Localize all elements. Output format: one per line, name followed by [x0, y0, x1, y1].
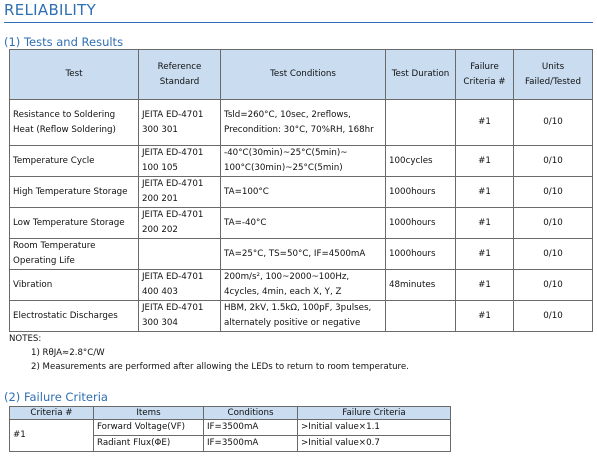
cell-duration: 1000hours [386, 177, 456, 208]
cell-standard [139, 239, 221, 270]
header-test: Test [10, 50, 139, 100]
cell-units: 0/10 [514, 301, 593, 332]
table-header-row [10, 50, 593, 100]
cell-failure: >Initial value×1.1 [298, 420, 451, 436]
header-failure-criteria: Failure Criteria [298, 407, 451, 420]
cell-condition: IF=3500mA [204, 436, 298, 452]
header-conditions: Conditions [204, 407, 298, 420]
cell-criteria: #1 [456, 177, 514, 208]
header-test-duration: Test Duration [386, 50, 456, 100]
tests-results-table [9, 49, 593, 332]
cell-test: Electrostatic Discharges [10, 301, 139, 332]
note-item: 1) RθJA≈2.8°C/W [31, 348, 105, 358]
cell-units: 0/10 [514, 146, 593, 177]
cell-failure: >Initial value×0.7 [298, 436, 451, 452]
page-title: RELIABILITY [4, 1, 97, 19]
cell-standard: JEITA ED-4701 400 403 [139, 270, 221, 301]
cell-standard: JEITA ED-4701 200 201 [139, 177, 221, 208]
table-row [10, 100, 593, 146]
cell-criteria: #1 [456, 100, 514, 146]
cell-criteria: #1 [456, 270, 514, 301]
cell-item: Radiant Flux(ΦE) [94, 436, 204, 452]
section-title-failure-criteria: (2) Failure Criteria [4, 390, 108, 404]
table-row [10, 146, 593, 177]
cell-criteria: #1 [456, 146, 514, 177]
header-reference-standard: Reference Standard [139, 50, 221, 100]
notes-label: NOTES: [9, 334, 42, 344]
cell-test: Vibration [10, 270, 139, 301]
cell-conditions: HBM, 2kV, 1.5kΩ, 100pF, 3pulses, alternately positive or negative [221, 301, 386, 332]
cell-units: 0/10 [514, 100, 593, 146]
header-failure-criteria: Failure Criteria # [456, 50, 514, 100]
table-row [10, 239, 593, 270]
cell-duration: 48minutes [386, 270, 456, 301]
cell-duration: 1000hours [386, 208, 456, 239]
header-criteria-number: Criteria # [10, 407, 94, 420]
cell-conditions: Tsld=260°C, 10sec, 2reflows, Precondition: 30°C, 70%RH, 168hr [221, 100, 386, 146]
notes-block [9, 332, 409, 374]
cell-standard: JEITA ED-4701 100 105 [139, 146, 221, 177]
header-units-failed: Units Failed/Tested [514, 50, 593, 100]
cell-criteria: #1 [456, 239, 514, 270]
table-header-row [10, 407, 451, 420]
cell-standard: JEITA ED-4701 300 301 [139, 100, 221, 146]
cell-criteria: #1 [456, 301, 514, 332]
cell-units: 0/10 [514, 239, 593, 270]
cell-condition: IF=3500mA [204, 420, 298, 436]
title-underline [4, 22, 593, 23]
failure-criteria-table [9, 406, 451, 452]
section-title-tests: (1) Tests and Results [4, 35, 124, 49]
cell-units: 0/10 [514, 270, 593, 301]
cell-criteria-id: #1 [10, 420, 94, 452]
note-item: 2) Measurements are performed after allowing the LEDs to return to room temperature. [31, 362, 409, 372]
table-row [10, 177, 593, 208]
cell-units: 0/10 [514, 177, 593, 208]
cell-item: Forward Voltage(VF) [94, 420, 204, 436]
cell-test: Low Temperature Storage [10, 208, 139, 239]
cell-standard: JEITA ED-4701 200 202 [139, 208, 221, 239]
cell-standard: JEITA ED-4701 300 304 [139, 301, 221, 332]
table-row [10, 270, 593, 301]
cell-conditions: TA=-40°C [221, 208, 386, 239]
header-items: Items [94, 407, 204, 420]
cell-conditions: -40°C(30min)~25°C(5min)~ 100°C(30min)~25°C(5min) [221, 146, 386, 177]
cell-units: 0/10 [514, 208, 593, 239]
cell-conditions: 200m/s², 100~2000~100Hz, 4cycles, 4min, each X, Y, Z [221, 270, 386, 301]
cell-duration: 1000hours [386, 239, 456, 270]
cell-conditions: TA=100°C [221, 177, 386, 208]
cell-test: Resistance to Soldering Heat (Reflow Soldering) [10, 100, 139, 146]
table-row [10, 208, 593, 239]
cell-test: High Temperature Storage [10, 177, 139, 208]
cell-duration: 100cycles [386, 146, 456, 177]
cell-duration [386, 100, 456, 146]
cell-conditions: TA=25°C, TS=50°C, IF=4500mA [221, 239, 386, 270]
cell-test: Temperature Cycle [10, 146, 139, 177]
header-test-conditions: Test Conditions [221, 50, 386, 100]
cell-duration [386, 301, 456, 332]
cell-criteria: #1 [456, 208, 514, 239]
cell-test: Room Temperature Operating Life [10, 239, 139, 270]
table-row [10, 301, 593, 332]
table-row [10, 420, 451, 436]
